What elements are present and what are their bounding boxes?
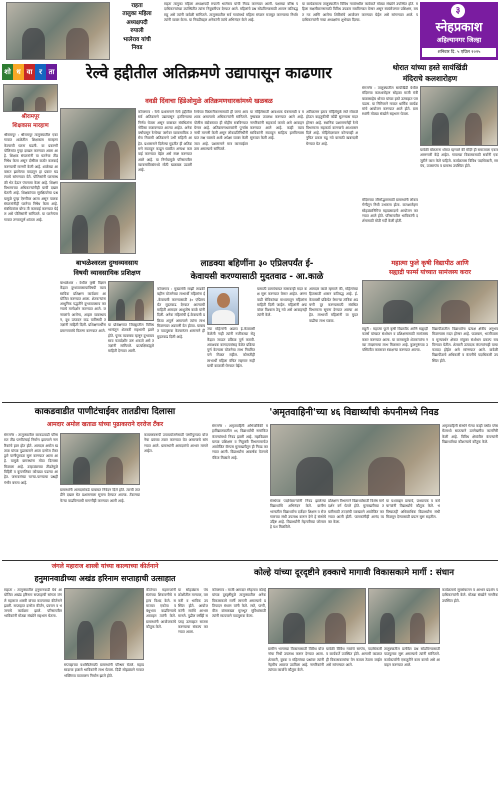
article-body: या मोहिमेसाठी आवश्यक यंत्रसामग्री व मनुष्यबळ उपलब्ध करण्यात आले आहे. नागरिकांनी सहकार्य करावे असे आवाहन करण्यात आले आहे. काही व्यावसायिकांनी स्वतःहून साहित्य हलविण्यास सुरुवात केली आहे. [250, 110, 304, 141]
ladki-title-2: केवायसी करण्यासाठी मुदतवाढ - आ.काळे [190, 272, 324, 282]
article-body: श्रीरामपूर : श्रीरामपूर तालुक्यातील एका गावात शाळेतील शिक्षकास मारहाण केल्याची घटना घडली. या प्रकरणी पोलिसांत गुन्हा दाखल करण्यात आला आहे. शिक्षक संघटनांनी या घटनेचा तीव्र निषेध केला असून दोषींवर कठोर कारवाई करण्याची मागणी केली आहे. शाळेच्या आवारात झालेल्या वादातून हा प्रकार घडल्याचे सांगण्यात येते. पोलिसांनी घटनास्थळी भेट देऊन पंचनामा केला आहे. शिक्षण विभागाच्या अधिकाऱ्यांनीही याची दखल घेतली आहे. शिक्षकांच्या सुरक्षिततेचा प्रश्न यामुळे पुन्हा ऐरणीवर आला असून पालक संघटनांनीही घटनेचा निषेध केला आहे. संबंधितांवर योग्य ती कारवाई करण्यात येईल असे पोलिसांनी सांगितले. या घटनेनंतर गावात तणावपूर्ण शांतता आहे. [4, 133, 58, 222]
nav-block: ध [13, 64, 24, 80]
article-body: यासाठी ग्रामपंचायत स्तरावरही मदत कक्ष सुरू करण्यात येणार आहेत. अंगणवाडी सेविकांच्या माध्यमातून महिलांना माहिती दिली जाईल. महिलांनी अफवांवर विश्वास ठेवू नये असे आवाहनही त्यांनी केले. [257, 287, 307, 318]
article-body: रेल्वेच्या विस्तारीकरणासाठी ही जागा आवश्यक असल्याचे अधिकाऱ्यांनी सांगितले. पोलीस बंदोबस्तात ही मोहीम राबविण्यात येणार आहे. अतिक्रमणधारकांनी पुनर्वसनाची मागणी केली असून लोकप्रतिनिधींनी यात लक्ष घालावे अशी अपेक्षा व्यक्त केली जात आहे. प्रशासनाने मात्र कारवाईवर ठाम असल्याचे सांगितले. [194, 110, 248, 152]
nav-block: र [35, 64, 46, 80]
photo-railway-2 [60, 182, 136, 254]
article-body: प्रशिक्षण विभागाने विद्यार्थ्यांसाठी विशेष मार्गदर्शन वर्ग घेतले होते. मुलाखतीच्या तयारीसाठी तज्ज्ञांची व्याख्याने आयोजित करण्यात आली होती. पालकांनीही आनंद व्यक्त केला. [328, 499, 384, 525]
issue-date: शनिवार दि. ५ एप्रिल २०२५ [422, 48, 496, 57]
article-body: ग्रामीण भागाच्या विकासासाठी विविध योजनांचा निधी उपलब्ध करून देण्यात आला. शेतकरी, युवक व महिलांच्या प्रश्नांवर त्यांनी नेहमीच आवाज उठविला आहे. नागरिकांनी त्यांच्या कार्याचे कौतुक केले. [268, 647, 324, 673]
article-body: कोपरगाव : मुख्यमंत्री माझी लाडकी बहीण योजनेच्या लाभार्थी महिलांना ई-केवायसी करण्यासाठी ३० एप्रिलपर्यंत मुदतवाढ देण्यात आल्याची माहिती आमदार आशुतोष काळे यांनी दिली. अनेक महिलांची ई-केवायसी प्रक्रिया अपूर्ण असल्याने त्यांना लाभ मिळण्यात अडचणी येत होत्या. याबाबत पाठपुरावा केल्यानंतर शासनाने ही मुदतवाढ दिली आहे. [157, 287, 205, 339]
logo-title: स्नेहप्रकाश [435, 19, 483, 34]
article-body: या प्रशिक्षणात जिल्ह्यातील विविध भागांतून शेतकरी सहभागी झाले होते. पूरक व्यवसाय म्हणून दुग्धव्यवसाय फायदेशीर ठरू शकतो असे तज्ज्ञांनी सांगितले. प्रात्यक्षिकांद्वारे माहिती देण्यात आली. [108, 323, 154, 354]
phule-title-1: महात्मा फुले कृषी विद्यापीठ आणि [391, 259, 469, 267]
article-body: कायमस्वरूपी उपाययोजनेसाठी पाणीपुरवठा योजनेचा प्रस्ताव तयार करण्यात येत असल्याचे सांगण्यात आले. ग्रामस्थांनी आमदारांचे आभार मानले आहेत. [144, 433, 208, 453]
headline-line: भालेराव यांची [123, 36, 151, 43]
nav-block: वा [24, 64, 35, 80]
portrait-body [212, 310, 235, 325]
article-body: संगमनेर : अमृतवाहिनी अभियांत्रिकी महाविद्यालयातील ४६ विद्यार्थ्यांची नामांकित कंपन्यांमध्ये निवड झाली आहे. महाविद्यालयाच्या प्रशिक्षण व नियुक्ती विभागामार्फत आयोजित कॅम्पस मुलाखतीतून ही निवड करण्यात आली. विद्यार्थ्यांना आकर्षक वेतनाचे पॅकेज मिळाले आहे. [212, 424, 268, 460]
article-body: बाभळेश्वर : येथील कृषी विज्ञान केंद्रात दुग्धव्यवसायाविषयी व्यावसायिक प्रशिक्षण कार्यक्रम आयोजित करण्यात आला. शेतकऱ्यांना आधुनिक पद्धतीने दुग्धव्यवसाय करण्याचे मार्गदर्शन करण्यात आले. जनावरांचे आरोग्य, आहार व्यवस्थापन, दूध उत्पादन वाढ याविषयी तज्ज्ञांनी माहिती दिली. प्रशिक्षणार्थींना प्रमाणपत्रांचे वितरण करण्यात आले. [60, 281, 106, 333]
portrait-head [217, 293, 230, 308]
article-body: राहाता : तालुक्यातील हनुमानवाडी येथे आयोजित अखंड हरिनाम सप्ताहाची सांगता जंगले महाराज शास्त्री यांच्या काल्याच्या कीर्तनाने झाली. सप्ताहात दररोज कीर्तन, प्रवचन व भजनाचे कार्यक्रम झाले. परिसरातील भाविकांनी मोठ्या संख्येने सहभाग घेतला. [4, 588, 62, 619]
photo-kolhe-2 [368, 588, 440, 644]
headline-line: राहता [131, 3, 143, 9]
article-body: मंदिराच्या जीर्णोद्धारासाठी ग्रामस्थांनी लोकवर्गणीतून निधी उभारला होता. कलशारोहण सोहळ्यानिमित्त महाप्रसादाचे आयोजन करण्यात आले होते. परिसरातील भाविकांनी दर्शनासाठी मोठी गर्दी केली होती. [362, 198, 418, 224]
article-body: संस्थेच्या पदाधिकाऱ्यांनी निवड झालेल्या विद्यार्थ्यांचे अभिनंदन केले. ग्रामीण भागातील विद्यार्थ्यांना दर्जेदार शिक्षण व रोजगाराच्या संधी उपलब्ध करून देणे हे संस्थेचे उद्दिष्ट आहे. विद्यार्थ्यांनी मेहनतीच्या जोरावर हे यश मिळविले. [270, 499, 326, 530]
article-body: संगमनेर : तालुक्यातील काकडवाडी परिसरात तीव्र पाणीटंचाई निर्माण झाल्याने नागरिकांचे हाल होत होते. आमदार अमोल खताळ यांच्या पुढाकाराने आता दररोज टँकरद्वारे पाणीपुरवठा सुरू करण्यात आला आहे. यामुळे ग्रामस्थांना मोठा दिलासा मिळाला आहे. उन्हाळ्याच्या तीव्रतेमुळे विहिरी व कूपनलिका कोरड्या पडल्या आहेत. जनावरांच्या चाऱ्या-पाण्याचा प्रश्नही गंभीर बनला आहे. [4, 433, 58, 485]
article-body: अतिक्रमण हटाव मोहिमेमुळे रस्ते मोकळे होऊन वाहतुकीची कोंडी सुटण्यास मदत होणार आहे. स्थानिक प्रशासनानेही रेल्वे विभागाला सहकार्य करण्याचे आश्वासन दिले आहे. मोहिमेदरम्यान कोणताही अनुचित प्रकार घडू नये यासाठी खबरदारी घेण्यात येत आहे. [306, 110, 358, 146]
headline-bhalerao [112, 2, 162, 60]
nav-block: ता [46, 64, 57, 80]
nav-block: शो [2, 64, 13, 80]
article-body: सप्ताहाच्या यशस्वितेसाठी ग्रामस्थांनी परिश्रम घेतले. महाप्रसादाचा हजारो भाविकांनी लाभ घेतला. दिंडी सोहळ्याने गावात भक्तिमय वातावरण निर्माण झाले होते. [64, 663, 144, 678]
article-body: राहता तालुका महिला अध्यक्षपदी रुपाली भालेराव यांची निवड करण्यात आली. पक्षाच्या वरिष्ठ पदाधिकाऱ्यांच्या उपस्थितीत त्यांना नियुक्तीपत्र देण्यात आले. महिलांचे प्रश्न सोडविण्यासाठी आपण कटिबद्ध राहू असे त्यांनी यावेळी सांगितले. तालुक्यातील सर्व गावांमध्ये महिला संघटन मजबूत करण्याचा निर्धार त्यांनी व्यक्त केला. या निवडीबद्दल अनेकांनी त्यांचे अभिनंदन केले आहे. [164, 2, 298, 22]
water-title-2: आमदार अमोल खताळ यांच्या पुढाकाराने दररोज टँकर [46, 421, 164, 428]
headline-line: रुपाली [130, 28, 144, 35]
article-body: अमृतवाहिनी संस्थेने गेल्या काही वर्षांत प्लेसमेंटमध्ये सातत्याने उल्लेखनीय कामगिरी केली आहे. विविध क्षेत्रांतील कंपन्यांनी विद्यार्थ्यांच्या कौशल्याचे कौतुक केले. [442, 424, 498, 444]
hanuman-title-1: जंगले महाराज शास्त्री यांच्या काल्याच्या कीर्तनाने [51, 563, 159, 570]
article-body: कोपरगाव : माजी आमदार स्नेहलता कोल्हे यांच्या दूरदृष्टीमुळे तालुक्यातील अनेक विकासकामे मार्गी लागली असल्याचे प्रतिपादन संधान यांनी केले. रस्ते, पाणी, वीज यांसारख्या मूलभूत सुविधांसाठी त्यांनी सातत्याने पाठपुरावा केला. [212, 588, 266, 619]
right-top-title-2: मंदिराचे कलशारोहण [402, 74, 458, 83]
article-body: राहुरी : महात्मा फुले कृषी विद्यापीठ आणि सह्याद्री फार्म्स यांच्यात संशोधन व प्रशिक्षणासाठी सामंजस्य करार करण्यात आला. या करारामुळे शेतकऱ्यांना नव्या तंत्रज्ञानाचा लाभ मिळणार आहे. कुलगुरूंच्या उपस्थितीत करारावर स्वाक्षऱ्या करण्यात आल्या. [362, 327, 428, 353]
right-top-title-1: थोरात यांच्या हस्ते सायंखिंडी [392, 63, 468, 72]
main-headline: रेल्वे हद्दीतील अतिक्रमणे उद्यापासून काढणार [86, 64, 332, 82]
ladki-title-1: लाडक्या बहिणींना ३० एप्रिलपर्यंत ई- [200, 259, 314, 269]
article-body: यावेळी विविध गावांचे सरपंच, पदाधिकारी व कार्यकर्ते उपस्थित होते. आगामी काळातही विकासकामांचा वेग कायम ठेवला जाईल असे सांगण्यात आले. [326, 647, 382, 667]
left-col-title-2: शिक्षकास मारहाण [12, 123, 49, 129]
dairy-title-2: विषयी व्यावसायिक प्रशिक्षण [73, 269, 141, 277]
photo-kale-portrait [207, 287, 239, 325]
photo-amrut-students [270, 424, 440, 496]
photo-dairy [108, 281, 154, 321]
headline-line: अध्यक्षपदी [126, 19, 148, 26]
dairy-title-1: बाभळेश्वरला दुग्धव्यवसाय [76, 259, 138, 267]
logo-subtitle: अहिल्यानगर जिल्हा [436, 36, 482, 44]
headline-line: तालुका महिला [122, 11, 152, 18]
photo-saptah [64, 588, 144, 660]
photo-tanker [60, 433, 140, 485]
photo-phule-mou [362, 280, 498, 324]
article-body: या सोहळ्यास पंचक्रोशीतील मान्यवर, वारकरी व भाविक उपस्थित होते. आयोजकांनी सर्वांचे आभार मानले. पुढील वर्षीही सप्ताह उत्साहात साजरा करण्याचा संकल्प करण्यात आला. [178, 588, 208, 635]
article-body: ग्रामस्थांनी आमदारांकडे याबाबत निवेदन दिले होते. त्याची तातडीने दखल घेत प्रशासनाला सूचना देण्यात आल्या. टँकरच्या फेऱ्या वाढविण्याची मागणीही करण्यात आली आहे. [60, 488, 140, 503]
photo-shrirampur [3, 84, 58, 112]
headline-line: निवड [131, 45, 143, 52]
kolhe-title: कोल्हे यांच्या दूरदृष्टीने हक्काचे मागावी विकासकामे मार्गी : संधान [253, 568, 455, 578]
phule-title-2: सह्याद्री फार्म्स यांच्यात सामंजस्य करार [388, 269, 471, 276]
amrut-title: 'अमृतवाहिनी'च्या ४६ विद्यार्थ्यांची कंपनीमध्ये निवड [269, 407, 439, 418]
photo-group-top-left [6, 2, 110, 60]
article-body: कार्यक्रमाचे सूत्रसंचालन व आभार प्रदर्शन पदाधिकाऱ्यांनी केले. मोठ्या संख्येने नागरिक उपस्थित होते. [442, 588, 498, 603]
main-subheadline: ववडी दिंवाचा हिंडेओमुळे अतिक्रमणधारकांमध्ये खळबळ [145, 97, 273, 105]
section-divider [2, 560, 498, 561]
photo-railway-1 [60, 108, 136, 180]
article-body: ज्या महिलांनी अद्याप ई-केवायसी केलेली नाही त्यांनी नजीकच्या सेतू केंद्रात जाऊन प्रक्रिया पूर्ण करावी. आवश्यक कागदपत्रांसह वेळेत प्रक्रिया पूर्ण केल्यास योजनेचा लाभ नियमितपणे मिळत राहील. कोणतीही लाभार्थी महिला वंचित राहणार नाही याची काळजी घेण्यात येईल. [207, 327, 255, 369]
logo-box [420, 2, 498, 60]
water-title-1: काकडवाडीत पाणीटंचाईवर तातडीचा दिलासा [34, 407, 176, 417]
article-body: कोपरगाव : रेल्वे प्रशासनाने रेल्वे हद्दीतील सर्व अतिक्रमणे उद्यापासून हटविण्याचा निर्णय घेतला असून याबाबत संबंधितांना नोटिसा बजावण्यात आल्या आहेत. अनेक वर्षांपासून रेल्वेच्या जागेवर व्यावसायिक तसेच निवासी अतिक्रमणे उभी राहिली आहेत. प्रशासनाने दिलेल्या मुदतीत ही अतिक्रमणे स्वतःहून काढून घ्यावीत अन्यथा कारवाई करण्यात येईल असे स्पष्ट करण्यात आले आहे. या निर्णयामुळे परिसरातील व्यावसायिकांमध्ये मोठी खळबळ उडाली आहे. [138, 110, 192, 173]
section-divider [2, 402, 498, 403]
photo-thorat [420, 86, 498, 146]
article-body: संगमनेर : तालुक्यातील सायंखिंडी येथील मंदिराचा कलशारोहण सोहळा माजी मंत्री बाळासाहेब थोरात यांच्या हस्ते उत्साहात पार पडला. या निमित्ताने गावात धार्मिक कार्यक्रमांचे आयोजन करण्यात आले होते. ग्रामस्थांनी मोठ्या संख्येने सहभाग घेतला. [362, 86, 418, 117]
article-body: तालुक्यातील प्रलंबित प्रश्न सोडविण्यासाठी पाठपुरावा सुरू असल्याचे त्यांनी सांगितले. कार्यकर्त्यांनी एकजुटीने काम करावे असे आवाहन करण्यात आले. [384, 647, 440, 667]
article-body: विद्यापीठातील विद्यार्थ्यांना प्रत्यक्ष क्षेत्रीय अनुभव मिळण्यास मदत होणार आहे. फळबाग, भाजीपाला व मूल्यवर्धन क्षेत्रात संयुक्त संशोधन प्रकल्प राबविण्यात येतील. शेतकरी उत्पादक कंपन्यांनाही याचा फायदा होईल असे सांगण्यात आले. यावेळी विद्यापीठाचे अधिकारी व कंपनीचे पदाधिकारी उपस्थित होते. [432, 327, 498, 363]
logo-number: ३ [451, 4, 465, 18]
article-body: कीर्तनात महाराजांनी संतांच्या शिकवणीचे महत्त्व विशद केले. समाजात एकोपा व बंधुभाव वाढविण्याचे आवाहन त्यांनी केले. ग्रामस्थांनी आयोजकांचे कौतुक केले. [146, 588, 176, 630]
article-body: यावेळी बोलताना थोरात म्हणाले की मंदिरे ही समाजाला एकत्र आणणारी केंद्रे आहेत. गावाच्या विकासासाठी सर्वांनी एकजुटीने काम केले पाहिजे. कार्यक्रमास विविध पदाधिकारी, सरपंच, उपसरपंच व ग्रामस्थ उपस्थित होते. [420, 148, 498, 168]
article-body: या यशाबद्दल प्राचार्य, प्राध्यापक व कर्मचाऱ्यांनी विद्यार्थ्यांचे कौतुक केले. भविष्यातही अधिकाधिक विद्यार्थ्यांना संधी मिळवून देण्यासाठी प्रयत्न सुरू राहतील. [386, 499, 440, 519]
photo-kolhe-1 [268, 588, 366, 644]
hanuman-title-2: हनुमानवाडीच्या अखंड हरिनाम सप्ताहाची उत्साहात [34, 574, 176, 583]
left-col-title-1: श्रीरामपूर [21, 114, 40, 120]
article-body: आमदार काळे म्हणाले की, महिलांच्या हितासाठी शासन कटिबद्ध आहे. ई-केवायसी प्रक्रियेत येणाऱ्या तांत्रिक अडचणी दूर करण्यासाठी संबंधित विभागाला सूचना देण्यात आल्या आहेत. लाभार्थी महिलांनी या मुदतवाढीचा लाभ घ्यावा. [309, 287, 358, 323]
article-body: या कार्यक्रमाला तालुक्यातील विविध गावांमधील कार्यकर्ते मोठ्या संख्येने उपस्थित होते. महिला सक्षमीकरणासाठी विविध उपक्रम राबविण्यात येणार असून स्वयंरोजगार प्रशिक्षण, बचत गट आणि आरोग्य शिबिरांचे आयोजन करण्यात येईल असे सांगण्यात आले. पदाधिकाऱ्यांनी नव्या अध्यक्षांना शुभेच्छा दिल्या. [302, 2, 418, 22]
